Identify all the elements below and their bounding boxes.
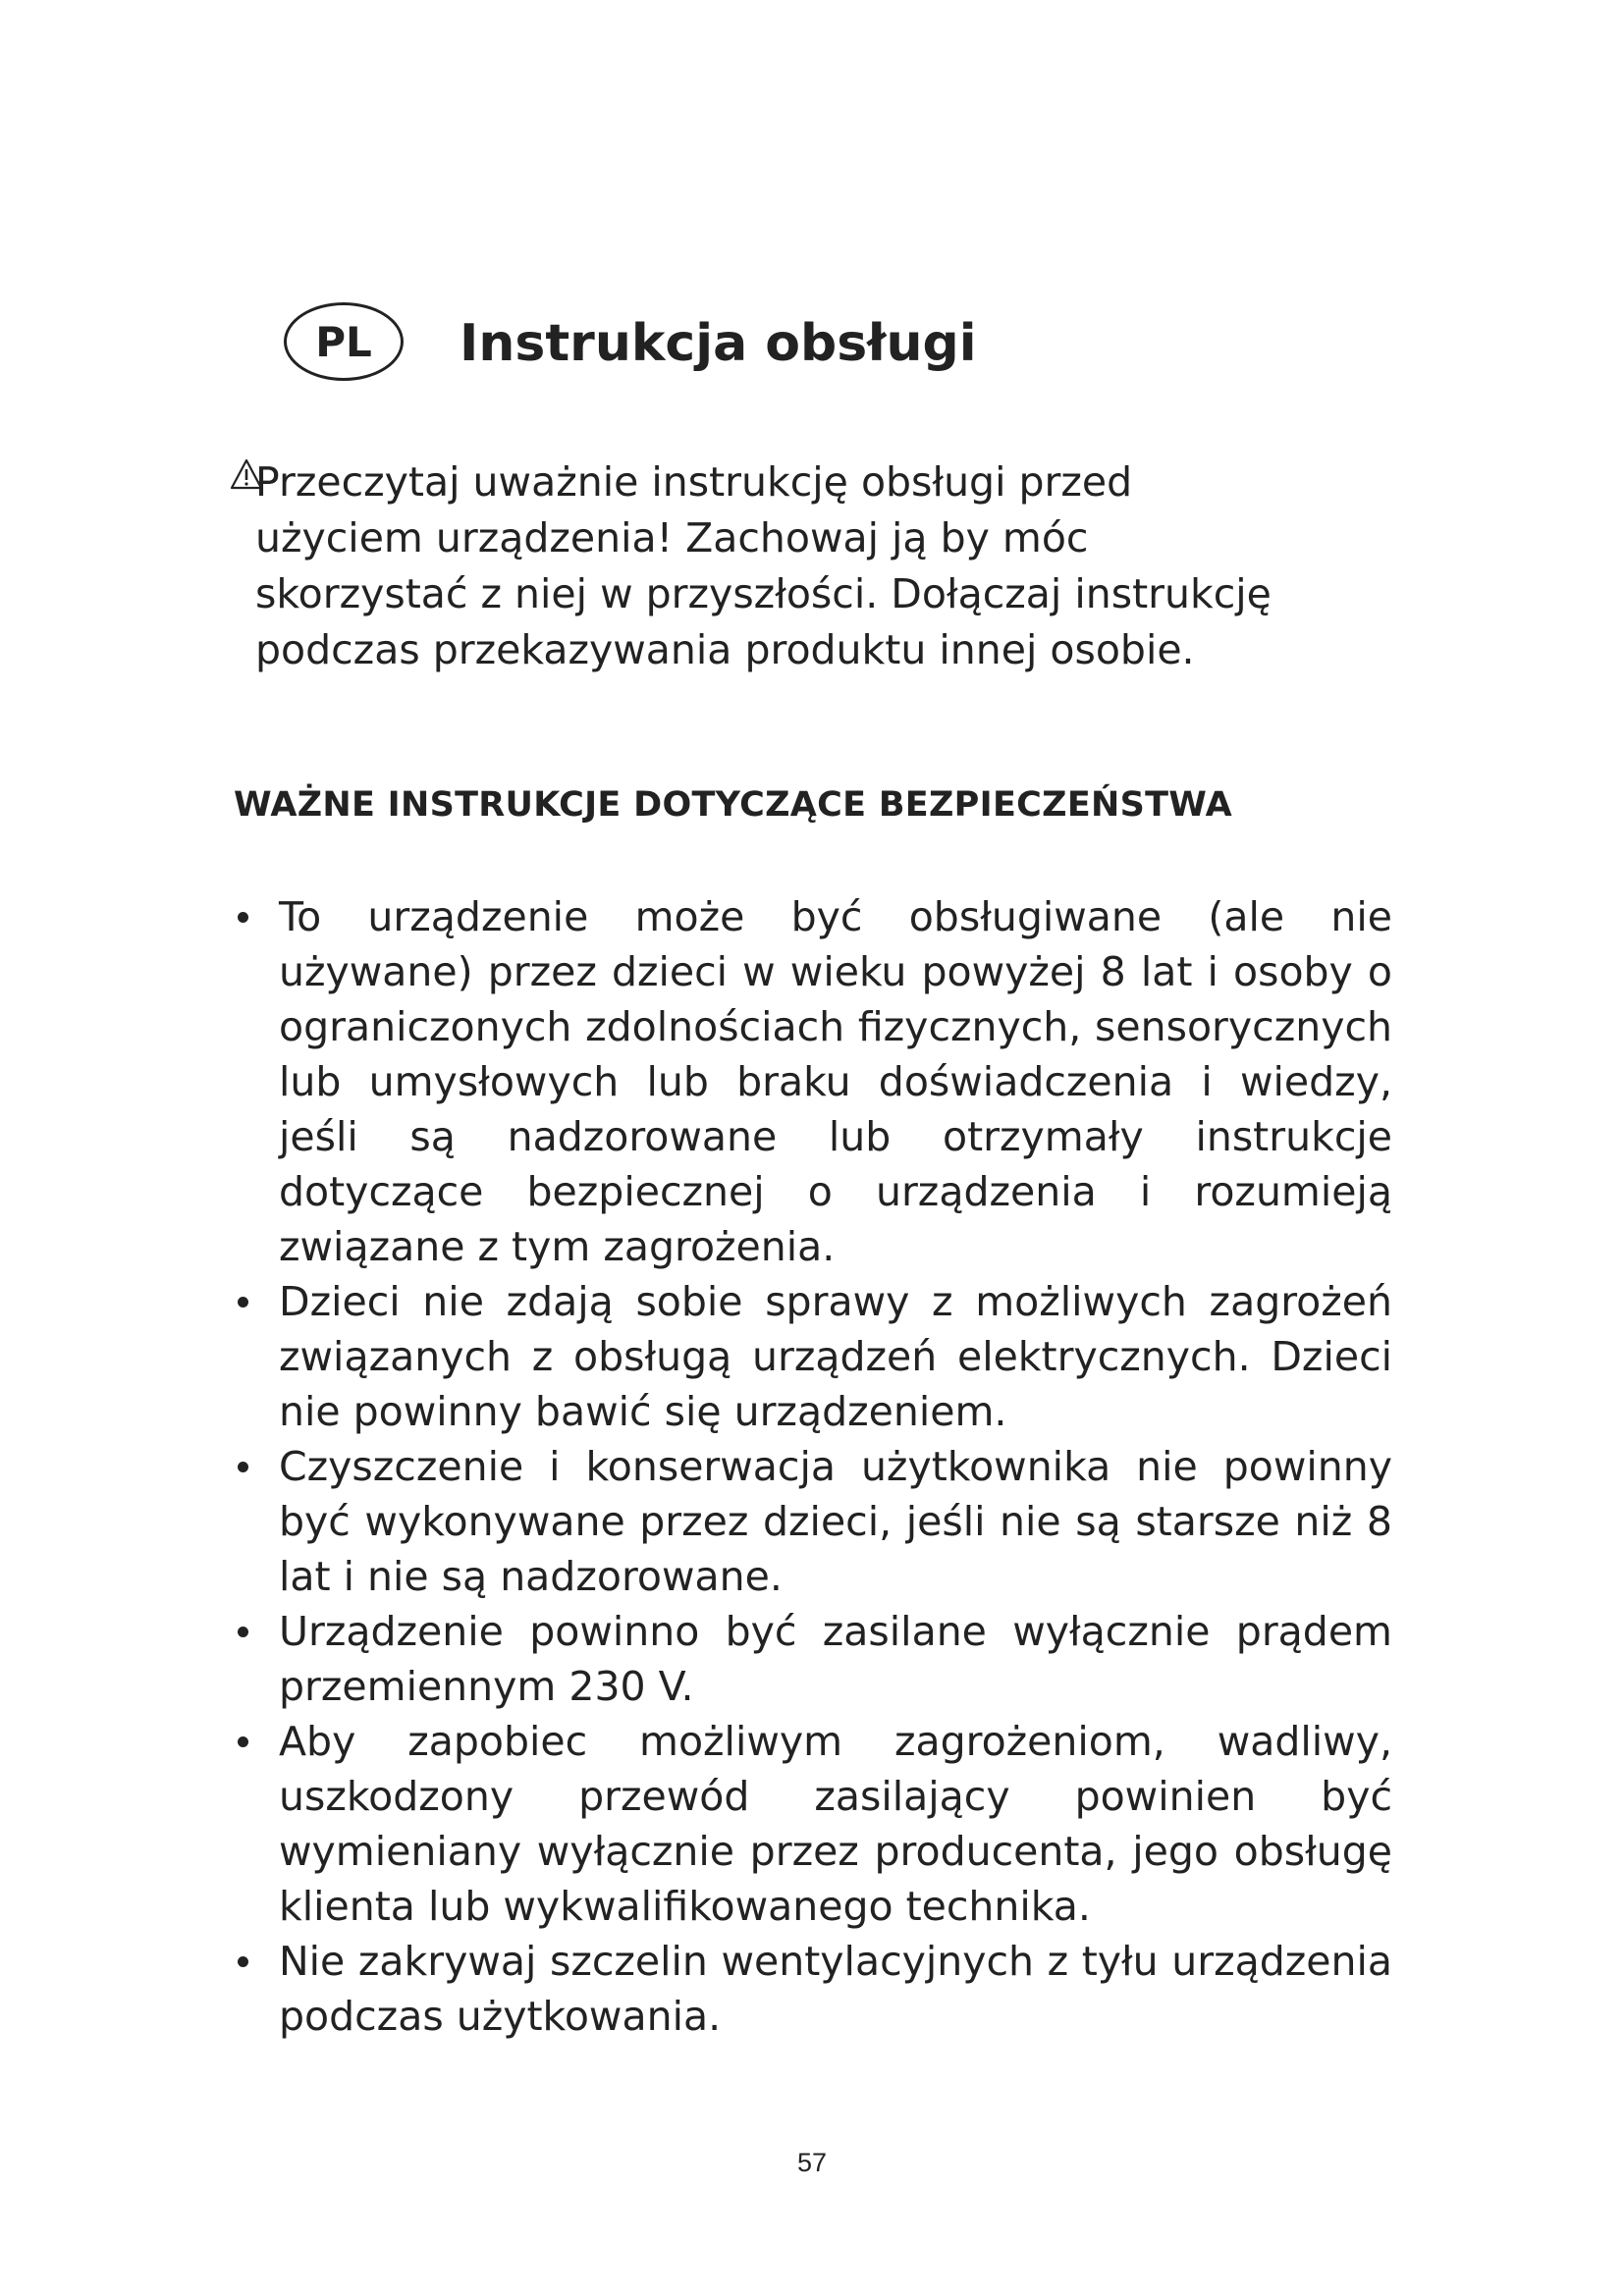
safety-instructions-list (234, 889, 1392, 2044)
warning-triangle-icon (230, 458, 263, 490)
language-badge (284, 302, 404, 381)
intro-text: Przeczytaj uważnie instrukcję obsługi przed użyciem urządzenia! Zachowaj ją by móc skorzystać z niej w przyszłości. Dołączaj instrukcję podczas przekazywania produktu innej osobie. (255, 458, 1272, 673)
list-item (234, 1274, 1392, 1439)
bullet-icon (238, 1462, 248, 1472)
safety-heading: WAŻNE INSTRUKCJE DOTYCZĄCE BEZPIECZEŃSTWA (234, 785, 1233, 825)
bullet-icon (238, 1297, 248, 1308)
bullet-icon (238, 1736, 248, 1747)
list-item-text: Dzieci nie zdają sobie sprawy z możliwych zagrożeń związanych z obsługą urządzeń elektrycznych. Dzieci nie powinny bawić się urządzeniem. (279, 1278, 1392, 1435)
list-item (234, 1604, 1392, 1714)
bullet-icon (238, 912, 248, 923)
list-item-text: Nie zakrywaj szczelin wentylacyjnych z tyłu urządzenia podczas użytkowania. (279, 1938, 1392, 2040)
list-item-text: Czyszczenie i konserwacja użytkownika nie powinny być wykonywane przez dzieci, jeśli nie są starsze niż 8 lat i nie są nadzorowane. (279, 1443, 1392, 1600)
language-code: PL (315, 317, 372, 366)
bullet-icon (238, 1627, 248, 1637)
list-item-text: To urządzenie może być obsługiwane (ale nie używane) przez dzieci w wieku powyżej 8 lat i osoby o ograniczonych zdolnościach fizycznych, sensorycznych lub umysłowych lub braku doświadczenia i wiedzy, jeśli są nadzorowane lub otrzymały instrukcje dotyczące bezpiecznej o urządzenia i rozumieją związane z tym zagrożenia. (279, 893, 1392, 1270)
list-item (234, 1934, 1392, 2044)
bullet-icon (238, 1956, 248, 1967)
intro-notice (230, 454, 1310, 678)
page-title: Instrukcja obsługi (460, 314, 977, 373)
list-item (234, 889, 1392, 1274)
page-number: 57 (796, 2148, 828, 2177)
list-item (234, 1439, 1392, 1604)
list-item-text: Aby zapobiec możliwym zagrożeniom, wadliwy, uszkodzony przewód zasilający powinien być wymieniany wyłącznie przez producenta, jego obsługę klienta lub wykwalifikowanego technika. (279, 1718, 1392, 1930)
list-item (234, 1714, 1392, 1934)
list-item-text: Urządzenie powinno być zasilane wyłącznie prądem przemiennym 230 V. (279, 1608, 1392, 1710)
